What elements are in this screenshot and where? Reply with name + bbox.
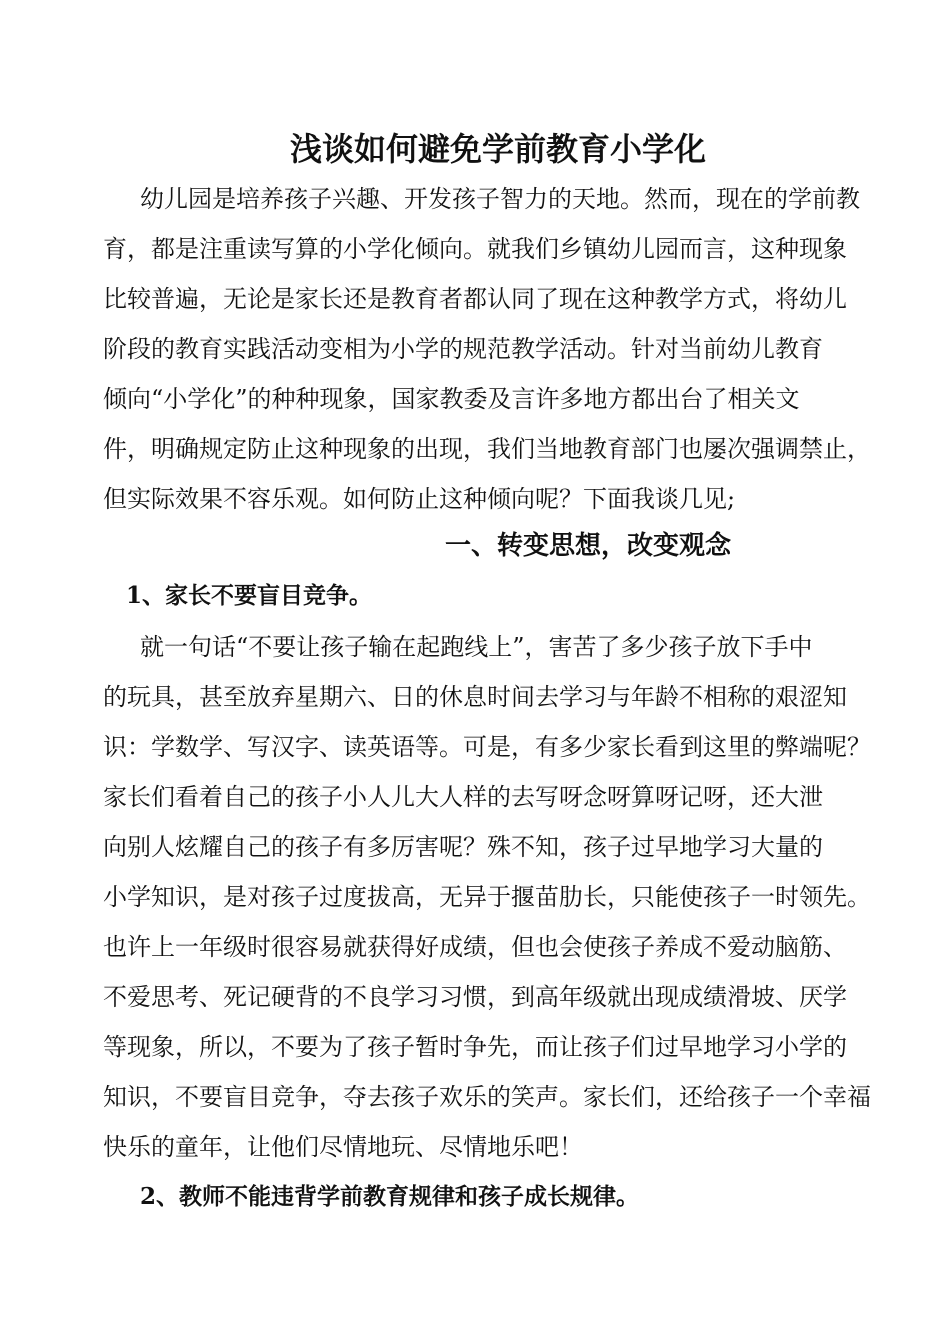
body-line: 家长们看着自己的孩子小人儿大人样的去写呀念呀算呀记呀，还大泄 <box>103 783 823 811</box>
intro-line: 育，都是注重读写算的小学化倾向。就我们乡镇幼儿园而言，这种现象 <box>103 235 847 263</box>
intro-line: 件，明确规定防止这种现象的出现，我们当地教育部门也屡次强调禁止， <box>103 435 871 463</box>
intro-line: 比较普遍，无论是家长还是教育者都认同了现在这种教学方式，将幼儿 <box>103 285 847 313</box>
body-line: 就一句话“不要让孩子输在起跑线上”，害苦了多少孩子放下手中 <box>140 633 813 661</box>
body-line: 小学知识，是对孩子过度拔高，无异于揠苗肋长，只能使孩子一时领先。 <box>103 883 871 911</box>
intro-line: 阶段的教育实践活动变相为小学的规范教学活动。针对当前幼儿教育 <box>103 335 823 363</box>
body-line: 等现象，所以，不要为了孩子暂时争先，而让孩子们过早地学习小学的 <box>103 1033 847 1061</box>
body-line: 不爱思考、死记硬背的不良学习习惯，到高年级就出现成绩滑坡、厌学 <box>103 983 847 1011</box>
intro-line: 倾向“小学化”的种种现象，国家教委及言许多地方都出台了相关文 <box>103 385 800 413</box>
section-heading: 一、转变思想，改变观念 <box>445 531 732 561</box>
intro-line: 幼儿园是培养孩子兴趣、开发孩子智力的天地。然而，现在的学前教 <box>140 185 860 213</box>
body-line: 识：学数学、写汉字、读英语等。可是，有多少家长看到这里的弊端呢？ <box>103 733 871 761</box>
intro-line: 但实际效果不容乐观。如何防止这种倾向呢？下面我谈几见; <box>103 485 736 513</box>
item-heading: 1、家长不要盲目竞争。 <box>126 582 373 609</box>
body-line: 的玩具，甚至放弃星期六、日的休息时间去学习与年龄不相称的艰涩知 <box>103 683 847 711</box>
item-heading: 2、教师不能违背学前教育规律和孩子成长规律。 <box>140 1183 640 1210</box>
document-title: 浅谈如何避免学前教育小学化 <box>290 130 707 168</box>
body-line: 快乐的童年，让他们尽情地玩、尽情地乐吧！ <box>103 1133 583 1161</box>
body-line: 向别人炫耀自己的孩子有多厉害呢？殊不知，孩子过早地学习大量的 <box>103 833 823 861</box>
body-line: 也许上一年级时很容易就获得好成绩，但也会使孩子养成不爱动脑筋、 <box>103 933 847 961</box>
body-line: 知识，不要盲目竞争，夺去孩子欢乐的笑声。家长们，还给孩子一个幸福 <box>103 1083 871 1111</box>
